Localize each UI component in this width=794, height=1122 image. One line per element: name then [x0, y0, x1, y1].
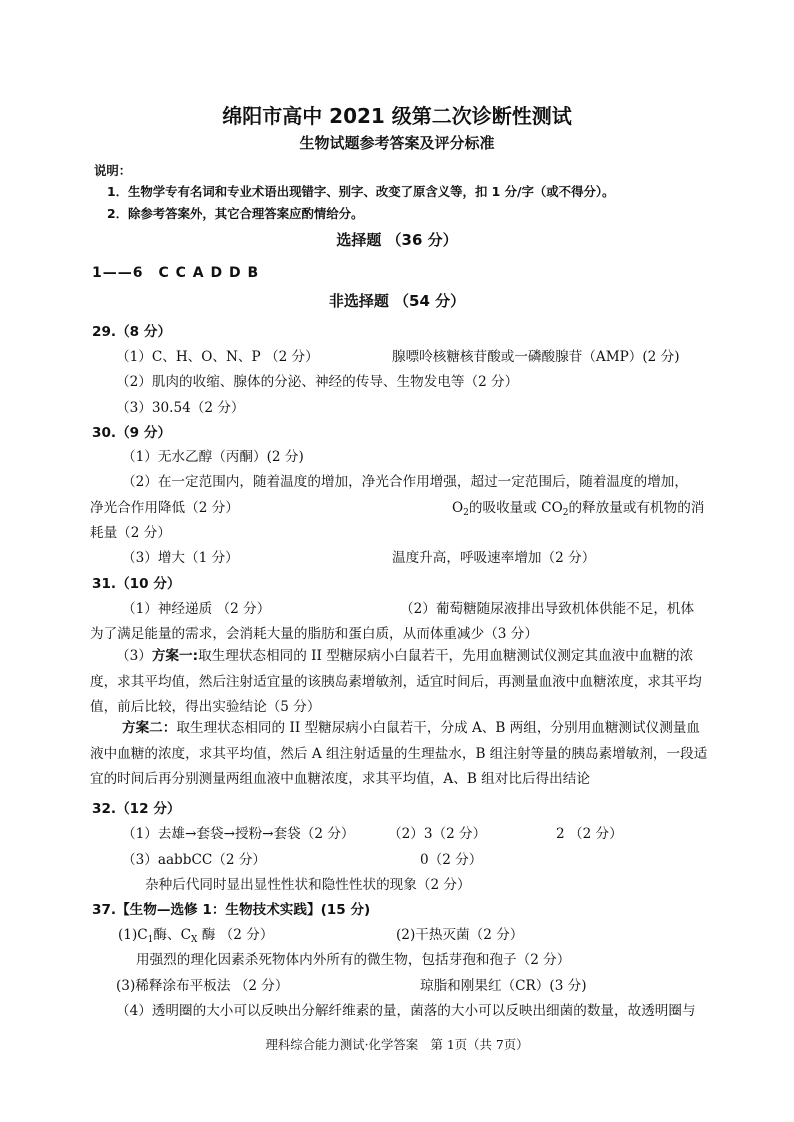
section-choice-title: 选择题 （36 分） — [336, 231, 458, 249]
q30-answer-2-line1: （2）在一定范围内，随着温度的增加，净光合作用增强，超过一定范围后，随着温度的增加， — [122, 474, 688, 490]
q30-answer-2-right: $O_2$的吸收量或 $CO_2$的释放量或有机物的消 — [452, 500, 705, 518]
q32-answer-2: （2）3（2 分） — [388, 826, 487, 842]
page-footer: 理科综合能力测试·化学答案 第 1页（共 7页） — [265, 1037, 529, 1052]
q31-answer-2-line2: 为了满足能量的需求，会消耗大量的脂肪和蛋白质，从而体重减少（3 分） — [90, 626, 538, 642]
q29-answer-1b: 腺嘌呤核糖核苷酸或一磷酸腺苷（AMP）(2 分) — [392, 349, 680, 365]
q32-answer-4: 杂种后代同时显出显性性状和隐性性状的现象（2 分） — [145, 877, 471, 893]
q30-answer-1: （1）无水乙醇（丙酮）(2 分) — [122, 449, 304, 465]
q37-answer-4: （4）透明圈的大小可以反映出分解纤维素的量，菌落的大小可以反映出细菌的数量，故透明圈与 — [116, 1003, 696, 1019]
note-item-1: 1．生物学专有名词和专业术语出现错字、别字、改变了原含义等，扣 1 分/字（或不得分）。 — [107, 184, 615, 199]
q31-answer-1: （1）神经递质 （2 分） — [122, 601, 271, 617]
notes-label: 说明： — [94, 163, 132, 178]
q30-answer-2-line3: 耗量（2 分） — [90, 525, 171, 541]
question-29-head: 29.（8 分） — [92, 324, 172, 340]
q37-answer-2: (2)干热灭菌（2 分） — [396, 927, 524, 943]
q30-answer-3b: 温度升高，呼吸速率增加（2 分） — [392, 550, 596, 566]
q30-answer-2-line2: 净光合作用降低（2 分） — [90, 500, 239, 516]
q31-answer-2: （2）葡萄糖随尿液排出导致机体供能不足，机体 — [400, 601, 695, 617]
question-30-head: 30.（9 分） — [92, 425, 172, 441]
q30-answer-3: （3）增大（1 分） — [122, 550, 239, 566]
section-nonchoice-title: 非选择题 （54 分） — [328, 292, 466, 310]
q32-answer-3: （3）aabbCC（2 分） — [122, 852, 267, 868]
q37-answer-2b: 用强烈的理化因素杀死物体内外所有的微生物，包括芽孢和孢子（2 分） — [136, 952, 571, 968]
q29-answer-2: （2）肌肉的收缩、腺体的分泌、神经的传导、生物发电等（2 分） — [116, 374, 519, 390]
q32-answer-3b: 0（2 分） — [420, 852, 483, 868]
question-32-head: 32.（12 分） — [92, 801, 181, 817]
q37-answer-1: $(1)C_1$酶、$C_X$ 酶 （2 分） — [118, 927, 274, 945]
q29-answer-1: （1）C、H、O、N、P （2 分） — [116, 349, 319, 365]
q31-plan-1: （3）方案一:取生理状态相同的 II 型糖尿病小白鼠若干，先用血糖测试仪测定其血液中血糖的浓度，求其平均值，然后注射适宜量的该胰岛素增敏剂，适宜时间后，再测量血液中血糖浓度，求其平均值，前后比较，得出实验结论（5 分） — [90, 648, 702, 716]
q32-answer-1: （1）去雄→套袋→授粉→套袋（2 分） — [122, 826, 355, 842]
q31-plan-2: 方案二：取生理状态相同的 II 型糖尿病小白鼠若干，分成 A、B 两组，分别用血糖测试仪测量血液中血糖的浓度，求其平均值，然后 A 组注射适量的生理盐水，B 组注射等量的胰岛素增敏剂，一段适宜的时间后再分别测量两组血液中血糖浓度，求其平均值，A、B 组对比后得出结论 — [90, 720, 708, 788]
note-item-2: 2．除参考答案外，其它合理答案应酌情给分。 — [107, 206, 364, 221]
q32-answer-2b: 2 （2 分） — [556, 826, 623, 842]
page-subtitle: 生物试题参考答案及评分标准 — [299, 134, 495, 152]
question-37-head: 37.【生物—选修 1：生物技术实践】(15 分) — [92, 902, 371, 918]
q29-answer-3: （3）30.54（2 分） — [116, 400, 245, 416]
question-31-head: 31.（10 分） — [92, 576, 181, 592]
q37-answer-3b: 琼脂和刚果红（CR）(3 分) — [420, 978, 587, 994]
q37-answer-3: (3)稀释涂布平板法 （2 分） — [116, 978, 289, 994]
page-title: 绵阳市高中 2021 级第二次诊断性测试 — [222, 104, 572, 128]
choice-answers: 1——6 C C A D D B — [92, 265, 260, 281]
